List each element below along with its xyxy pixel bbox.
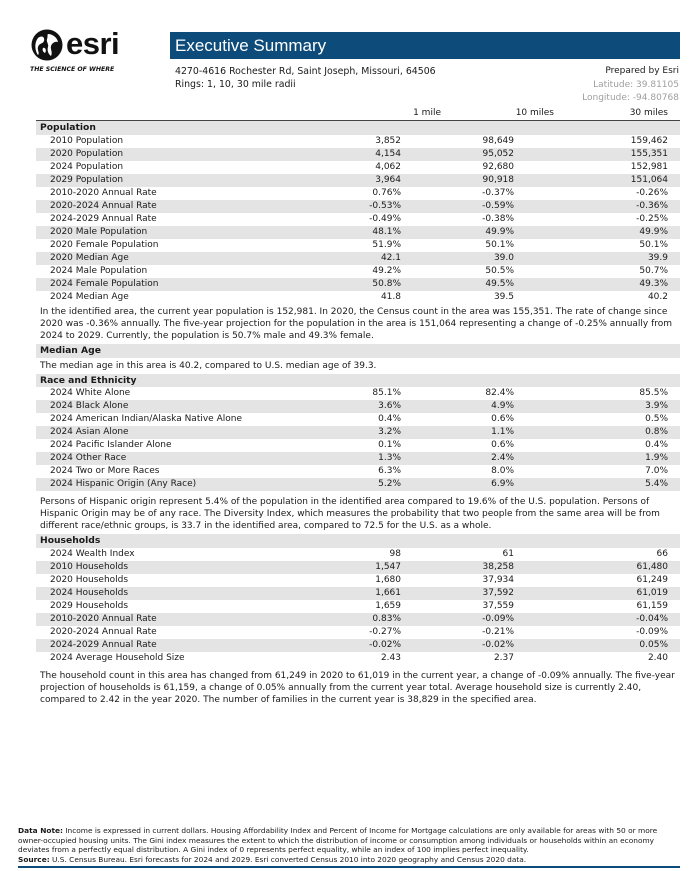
value-30-miles: 66: [656, 548, 668, 559]
value-30-miles: 49.9%: [639, 226, 668, 237]
value-1-mile: 42.1: [380, 252, 401, 263]
population-row: [36, 252, 680, 265]
value-30-miles: 3.9%: [645, 401, 668, 412]
value-30-miles: 50.7%: [639, 265, 668, 276]
row-label: 2020-2024 Annual Rate: [50, 200, 157, 211]
race-row: [36, 400, 680, 413]
value-30-miles: 61,249: [636, 575, 668, 586]
race-row: [36, 452, 680, 465]
value-30-miles: 61,159: [636, 601, 668, 612]
section-median-age-title: Median Age: [36, 344, 680, 358]
row-label: 2024-2029 Annual Rate: [50, 640, 157, 651]
data-note-text: Income is expressed in current dollars. Housing Affordability Index and Percent of Income for Mortgage calculations are only available for areas with 50 or more owner-occupied housing units. The Gini index measures the extent to which the distribution of income or consumption among individuals or households within an economy deviates from a perfectly equal distribution. A Gini index of 0 represents perfect equality, while an index of 100 implies perfect inequality.: [18, 826, 658, 855]
value-1-mile: 4,154: [375, 148, 401, 159]
value-10-miles: 37,934: [482, 575, 514, 586]
households-row: [36, 587, 680, 600]
data-note: [18, 826, 680, 855]
data-note-label: Data Note:: [18, 826, 63, 835]
value-10-miles: -0.37%: [482, 187, 514, 198]
row-label: 2020 Male Population: [50, 226, 148, 237]
households-row: [36, 639, 680, 652]
households-row: [36, 574, 680, 587]
value-10-miles: -0.09%: [482, 614, 514, 625]
value-1-mile: 1,680: [375, 575, 401, 586]
race-row: [36, 413, 680, 426]
value-10-miles: 90,918: [482, 174, 514, 185]
population-row: [36, 291, 680, 304]
esri-globe-icon: [30, 28, 64, 62]
value-1-mile: -0.02%: [369, 640, 401, 651]
population-summary: In the identified area, the current year population is 152,981. In 2020, the Census count in the area was 155,351. The rate of change since 2020 was -0.36% annually. The five-year projection for the population in the area is 151,064 representing a change of -0.25% annually from 2024 to 2029. Currently, the population is 50.7% male and 49.3% female.: [40, 307, 673, 342]
value-30-miles: 49.3%: [639, 279, 668, 290]
value-30-miles: 0.5%: [645, 414, 668, 425]
value-30-miles: 40.2: [647, 292, 668, 303]
value-10-miles: 92,680: [482, 161, 514, 172]
median-age-summary: The median age in this area is 40.2, compared to U.S. median age of 39.3.: [40, 360, 377, 371]
source-text: U.S. Census Bureau. Esri forecasts for 2024 and 2029. Esri converted Census 2010 into 2020 geography and Census 2020 data.: [49, 854, 527, 864]
row-label: 2024 Wealth Index: [50, 548, 135, 559]
value-30-miles: 155,351: [630, 148, 668, 159]
value-10-miles: -0.02%: [482, 640, 514, 651]
population-row: [36, 174, 680, 187]
section-households-title: Households: [36, 534, 680, 548]
value-1-mile: -0.53%: [369, 200, 401, 211]
race-row: [36, 426, 680, 439]
row-label: 2020 Median Age: [50, 252, 129, 263]
households-row: [36, 652, 680, 665]
value-1-mile: 51.9%: [372, 239, 401, 250]
households-row: [36, 561, 680, 574]
value-10-miles: 0.6%: [491, 414, 514, 425]
value-10-miles: 37,592: [482, 588, 514, 599]
value-30-miles: -0.25%: [636, 213, 668, 224]
value-10-miles: 95,052: [482, 148, 514, 159]
value-30-miles: 85.5%: [639, 388, 668, 399]
row-label: 2020 Female Population: [50, 239, 159, 250]
value-1-mile: -0.49%: [369, 213, 401, 224]
value-30-miles: 39.9: [647, 252, 668, 263]
row-label: 2020 Households: [50, 575, 129, 586]
row-label: 2024 Population: [50, 161, 124, 172]
prepared-by: Prepared by Esri: [605, 66, 679, 76]
value-10-miles: 39.5: [493, 292, 514, 303]
value-30-miles: 0.4%: [645, 440, 668, 451]
households-summary: The household count in this area has changed from 61,249 in 2020 to 61,019 in the current year, a change of -0.09% annually. The five-year projection of households is 61,159, a change of 0.05% annually from the current year total. Average household size is currently 2.40, compared to 2.42 in the year 2020. The number of families in the current year is 38,829 in the specified area.: [40, 671, 675, 706]
population-row: [36, 135, 680, 148]
value-10-miles: -0.59%: [482, 200, 514, 211]
value-30-miles: 61,480: [636, 562, 668, 573]
row-label: 2029 Population: [50, 174, 124, 185]
value-1-mile: 3,852: [375, 135, 401, 146]
value-10-miles: 39.0: [493, 252, 514, 263]
value-30-miles: 152,981: [630, 161, 668, 172]
column-header-10-miles: 10 miles: [515, 108, 554, 118]
site-rings: Rings: 1, 10, 30 mile radii: [175, 79, 296, 90]
value-1-mile: 0.1%: [378, 440, 401, 451]
row-label: 2024 Median Age: [50, 292, 129, 303]
population-row: [36, 265, 680, 278]
households-table: [36, 548, 680, 665]
row-label: 2024 Pacific Islander Alone: [50, 440, 172, 451]
row-label: 2024 Hispanic Origin (Any Race): [50, 479, 197, 490]
population-row: [36, 278, 680, 291]
title-bar: [170, 32, 680, 59]
value-1-mile: 49.2%: [372, 265, 401, 276]
section-race-title: Race and Ethnicity: [36, 374, 680, 388]
value-1-mile: 1,547: [375, 562, 401, 573]
value-1-mile: 85.1%: [372, 388, 401, 399]
value-1-mile: 6.3%: [378, 466, 401, 477]
value-1-mile: 5.2%: [378, 479, 401, 490]
value-30-miles: 0.05%: [639, 640, 668, 651]
column-header-1-mile: 1 mile: [413, 108, 441, 118]
value-10-miles: 82.4%: [485, 388, 514, 399]
row-label: 2010-2020 Annual Rate: [50, 187, 157, 198]
row-label: 2024 White Alone: [50, 388, 131, 399]
section-population-title: Population: [36, 121, 680, 135]
value-1-mile: 41.8: [380, 292, 401, 303]
row-label: 2020 Population: [50, 148, 124, 159]
row-label: 2024-2029 Annual Rate: [50, 213, 157, 224]
row-label: 2024 Female Population: [50, 279, 159, 290]
value-1-mile: 1.3%: [378, 453, 401, 464]
value-30-miles: 1.9%: [645, 453, 668, 464]
value-30-miles: 7.0%: [645, 466, 668, 477]
race-row: [36, 387, 680, 400]
value-10-miles: 61: [502, 548, 514, 559]
row-label: 2024 Black Alone: [50, 401, 129, 412]
latitude: Latitude: 39.81105: [593, 80, 679, 90]
race-row: [36, 439, 680, 452]
value-10-miles: 50.1%: [485, 239, 514, 250]
value-10-miles: 1.1%: [491, 427, 514, 438]
value-10-miles: 49.9%: [485, 226, 514, 237]
row-label: 2024 American Indian/Alaska Native Alone: [50, 414, 242, 425]
value-1-mile: 0.76%: [372, 187, 401, 198]
row-label: 2024 Two or More Races: [50, 466, 160, 477]
value-1-mile: 0.83%: [372, 614, 401, 625]
logo-wordmark: esri: [66, 26, 120, 61]
value-10-miles: 50.5%: [485, 265, 514, 276]
value-10-miles: 4.9%: [491, 401, 514, 412]
value-10-miles: 2.37: [493, 653, 514, 664]
race-row: [36, 478, 680, 491]
value-1-mile: 48.1%: [372, 226, 401, 237]
value-30-miles: -0.26%: [636, 187, 668, 198]
source-label: Source:: [18, 854, 50, 864]
value-30-miles: 0.8%: [645, 427, 668, 438]
value-10-miles: 2.4%: [491, 453, 514, 464]
value-30-miles: -0.36%: [636, 200, 668, 211]
value-30-miles: -0.04%: [636, 614, 668, 625]
population-row: [36, 226, 680, 239]
value-10-miles: 0.6%: [491, 440, 514, 451]
value-1-mile: 3.6%: [378, 401, 401, 412]
value-30-miles: 50.1%: [639, 239, 668, 250]
row-label: 2024 Male Population: [50, 265, 148, 276]
value-30-miles: 61,019: [636, 588, 668, 599]
population-table: [36, 135, 680, 305]
row-label: 2024 Average Household Size: [50, 653, 185, 664]
race-table: [36, 387, 680, 491]
value-10-miles: 6.9%: [491, 479, 514, 490]
value-1-mile: 3,964: [375, 174, 401, 185]
longitude: Longitude: -94.80768: [582, 93, 679, 103]
population-row: [36, 239, 680, 252]
row-label: 2024 Households: [50, 588, 129, 599]
page-title: Executive Summary: [175, 36, 327, 55]
value-1-mile: 98: [389, 548, 401, 559]
value-1-mile: -0.27%: [369, 627, 401, 638]
value-10-miles: 49.5%: [485, 279, 514, 290]
value-10-miles: 8.0%: [491, 466, 514, 477]
population-row: [36, 187, 680, 200]
households-row: [36, 613, 680, 626]
value-1-mile: 0.4%: [378, 414, 401, 425]
race-summary: Persons of Hispanic origin represent 5.4% of the population in the identified area compared to 19.6% of the U.S. population. Persons of Hispanic Origin may be of any race. The Diversity Index, which measures the probability that two people from the same area will be from different race/ethnic groups, is 33.7 in the identified area, compared to 72.5 for the U.S. as a whole.: [40, 497, 660, 532]
row-label: 2010-2020 Annual Rate: [50, 614, 157, 625]
households-row: [36, 600, 680, 613]
column-header-30-miles: 30 miles: [629, 108, 668, 118]
households-row: [36, 548, 680, 561]
row-label: 2029 Households: [50, 601, 129, 612]
value-30-miles: 151,064: [630, 174, 668, 185]
row-label: 2024 Other Race: [50, 453, 127, 464]
value-30-miles: -0.09%: [636, 627, 668, 638]
value-30-miles: 5.4%: [645, 479, 668, 490]
population-row: [36, 161, 680, 174]
value-10-miles: 98,649: [482, 135, 514, 146]
row-label: 2010 Population: [50, 135, 124, 146]
footer-divider: [18, 866, 680, 868]
value-1-mile: 50.8%: [372, 279, 401, 290]
race-row: [36, 465, 680, 478]
value-10-miles: -0.38%: [482, 213, 514, 224]
value-1-mile: 3.2%: [378, 427, 401, 438]
value-1-mile: 1,661: [375, 588, 401, 599]
population-row: [36, 213, 680, 226]
source-note: [18, 855, 680, 865]
value-10-miles: 37,559: [482, 601, 514, 612]
value-1-mile: 4,062: [375, 161, 401, 172]
households-row: [36, 626, 680, 639]
site-address: 4270-4616 Rochester Rd, Saint Joseph, Missouri, 64506: [175, 66, 436, 77]
row-label: 2024 Asian Alone: [50, 427, 129, 438]
row-label: 2010 Households: [50, 562, 129, 573]
population-row: [36, 148, 680, 161]
report-body: [36, 121, 680, 708]
value-10-miles: -0.21%: [482, 627, 514, 638]
population-row: [36, 200, 680, 213]
value-30-miles: 2.40: [647, 653, 668, 664]
value-30-miles: 159,462: [630, 135, 668, 146]
value-10-miles: 38,258: [482, 562, 514, 573]
logo-tagline: THE SCIENCE OF WHERE: [30, 66, 115, 73]
value-1-mile: 1,659: [375, 601, 401, 612]
row-label: 2020-2024 Annual Rate: [50, 627, 157, 638]
value-1-mile: 2.43: [380, 653, 401, 664]
footer-notes: [18, 826, 680, 864]
